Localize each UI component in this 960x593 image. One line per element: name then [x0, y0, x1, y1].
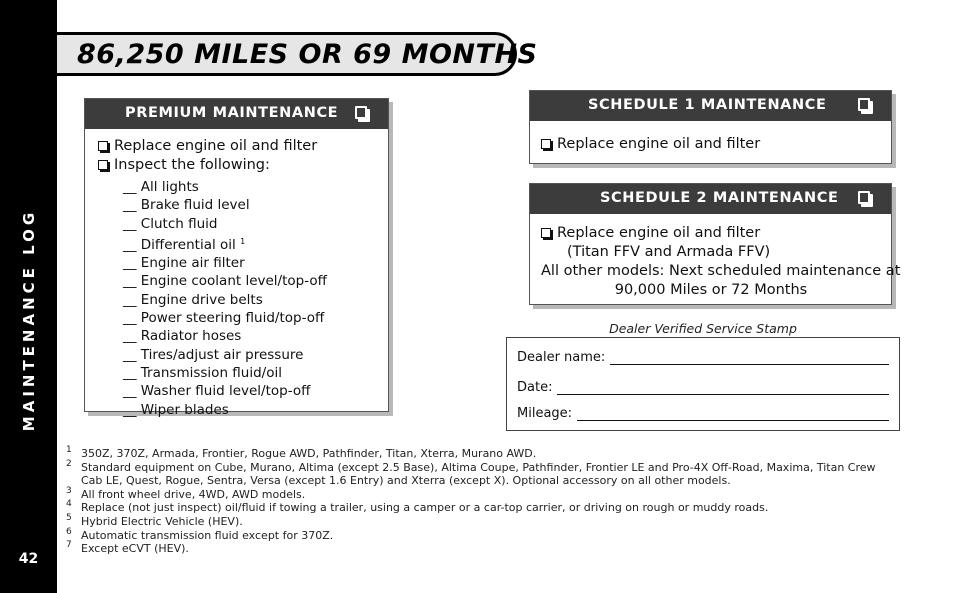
footnote-text-line: Standard equipment on Cube, Murano, Altima (except 2.5 Base), Altima Coupe, Pathfinder, Frontier LE and Pro-4X Off-Road, Maxima, Titan Crew — [81, 460, 876, 474]
date-field[interactable] — [557, 381, 889, 395]
schedule-2-title: SCHEDULE 2 MAINTENANCE — [600, 190, 839, 206]
next-maintenance-line: 90,000 Miles or 72 Months — [614, 282, 808, 298]
check-text: Replace engine oil and filter — [557, 225, 761, 241]
schedule-1-header — [530, 91, 891, 121]
inspect-item: __ Transmission fluid/oil — [123, 364, 282, 381]
inspect-item: __ Radiator hoses — [123, 328, 242, 345]
footnote-number: 1 — [66, 445, 72, 455]
check-note: (Titan FFV and Armada FFV) — [567, 244, 771, 260]
inspect-item: __ Clutch fluid — [123, 215, 218, 232]
check-text: Replace engine oil and filter — [114, 138, 318, 154]
schedule-2-content — [530, 214, 901, 300]
check-line — [541, 135, 891, 154]
date-row — [517, 380, 889, 395]
schedule-1-content — [530, 121, 891, 154]
check-line — [98, 137, 388, 156]
mileage-field[interactable] — [577, 407, 889, 421]
checkbox-icon[interactable] — [541, 228, 551, 238]
mileage-banner — [57, 32, 538, 76]
footnote — [66, 485, 946, 502]
dealer-name-field[interactable] — [610, 351, 889, 365]
footnote-number: 7 — [66, 540, 72, 551]
dealer-name-row — [517, 350, 889, 365]
header-checkbox-icon[interactable] — [858, 98, 870, 111]
premium-content — [85, 129, 388, 419]
premium-header — [85, 99, 388, 129]
footnote — [66, 447, 946, 461]
footnote-number: 6 — [66, 526, 72, 537]
footnote-text: 350Z, 370Z, Armada, Frontier, Rogue AWD, Pathfinder, Titan, Xterra, Murano AWD. — [81, 447, 537, 460]
date-label: Date: — [517, 380, 553, 395]
schedule-1-box — [529, 90, 892, 164]
side-label — [12, 170, 46, 470]
footnote — [66, 526, 946, 543]
footnote-number: 2 — [66, 458, 72, 469]
footnote — [66, 501, 946, 515]
inspect-item: __ Washer fluid level/top-off — [123, 383, 311, 400]
header-checkbox-icon[interactable] — [355, 106, 367, 119]
footnote-text: Replace (not just inspect) oil/fluid if towing a trailer, using a camper or a car-top carrier, or driving on rough or muddy roads. — [81, 501, 769, 515]
dealer-name-label: Dealer name: — [517, 350, 606, 365]
check-text: Replace engine oil and filter — [557, 136, 761, 152]
dealer-stamp-box — [506, 337, 900, 431]
checkbox-icon[interactable] — [98, 160, 108, 170]
inspect-item: __ Tires/adjust air pressure — [123, 346, 304, 363]
footnote-number: 3 — [66, 485, 72, 496]
schedule-1-title: SCHEDULE 1 MAINTENANCE — [588, 97, 827, 113]
inspect-item: __ Power steering fluid/top-off — [123, 310, 325, 327]
side-label-text: MAINTENANCE LOG — [20, 208, 38, 432]
inspect-item: __ Wiper blades — [123, 401, 229, 418]
inspect-item: __ Engine air filter — [123, 255, 245, 272]
inspect-item-text: __ Differential oil — [123, 236, 236, 253]
inspect-item: __ Engine coolant level/top-off — [123, 273, 327, 290]
premium-maintenance-box — [84, 98, 389, 418]
inspect-item: __ Engine drive belts — [123, 291, 263, 308]
header-checkbox-icon[interactable] — [858, 191, 870, 204]
schedule-2-header — [530, 184, 891, 214]
schedule-2-box — [529, 183, 901, 305]
banner-title: 86,250 MILES OR 69 MONTHS — [77, 39, 538, 70]
footnote-ref: 1 — [240, 236, 246, 246]
footnote-text: Except eCVT (HEV). — [81, 542, 189, 556]
checkbox-icon[interactable] — [541, 139, 551, 149]
footnote — [66, 542, 946, 556]
premium-title: PREMIUM MAINTENANCE — [125, 105, 339, 121]
footnote-number: 4 — [66, 499, 72, 510]
stamp-title: Dealer Verified Service Stamp — [609, 321, 797, 336]
mileage-label: Mileage: — [517, 406, 573, 421]
footnote-text: Automatic transmission fluid except for 370Z. — [81, 528, 334, 542]
footnote-number: 5 — [66, 512, 72, 523]
check-line — [541, 224, 891, 243]
mileage-row — [517, 406, 889, 421]
check-line — [98, 156, 388, 175]
inspect-item — [98, 233, 388, 254]
footnote-text: Hybrid Electric Vehicle (HEV). — [81, 514, 243, 528]
inspect-item: __ Brake fluid level — [123, 197, 250, 214]
other-models-line: All other models: Next scheduled maintenance at — [541, 263, 901, 279]
footnote — [66, 512, 946, 529]
footnote-text-line: Cab LE, Quest, Rogue, Sentra, Versa (except 1.6 Entry) and Xterra (except X). Optional accessory on all other models. — [81, 474, 731, 488]
check-text: Inspect the following: — [114, 157, 270, 173]
checkbox-icon[interactable] — [98, 141, 108, 151]
footnotes — [66, 447, 946, 556]
footnote-text — [81, 461, 946, 488]
footnote-text: All front wheel drive, 4WD, AWD models. — [81, 487, 306, 501]
inspect-item: __ All lights — [123, 179, 199, 195]
side-bar — [0, 0, 57, 593]
footnote — [66, 458, 946, 488]
page-number: 42 — [18, 551, 39, 567]
